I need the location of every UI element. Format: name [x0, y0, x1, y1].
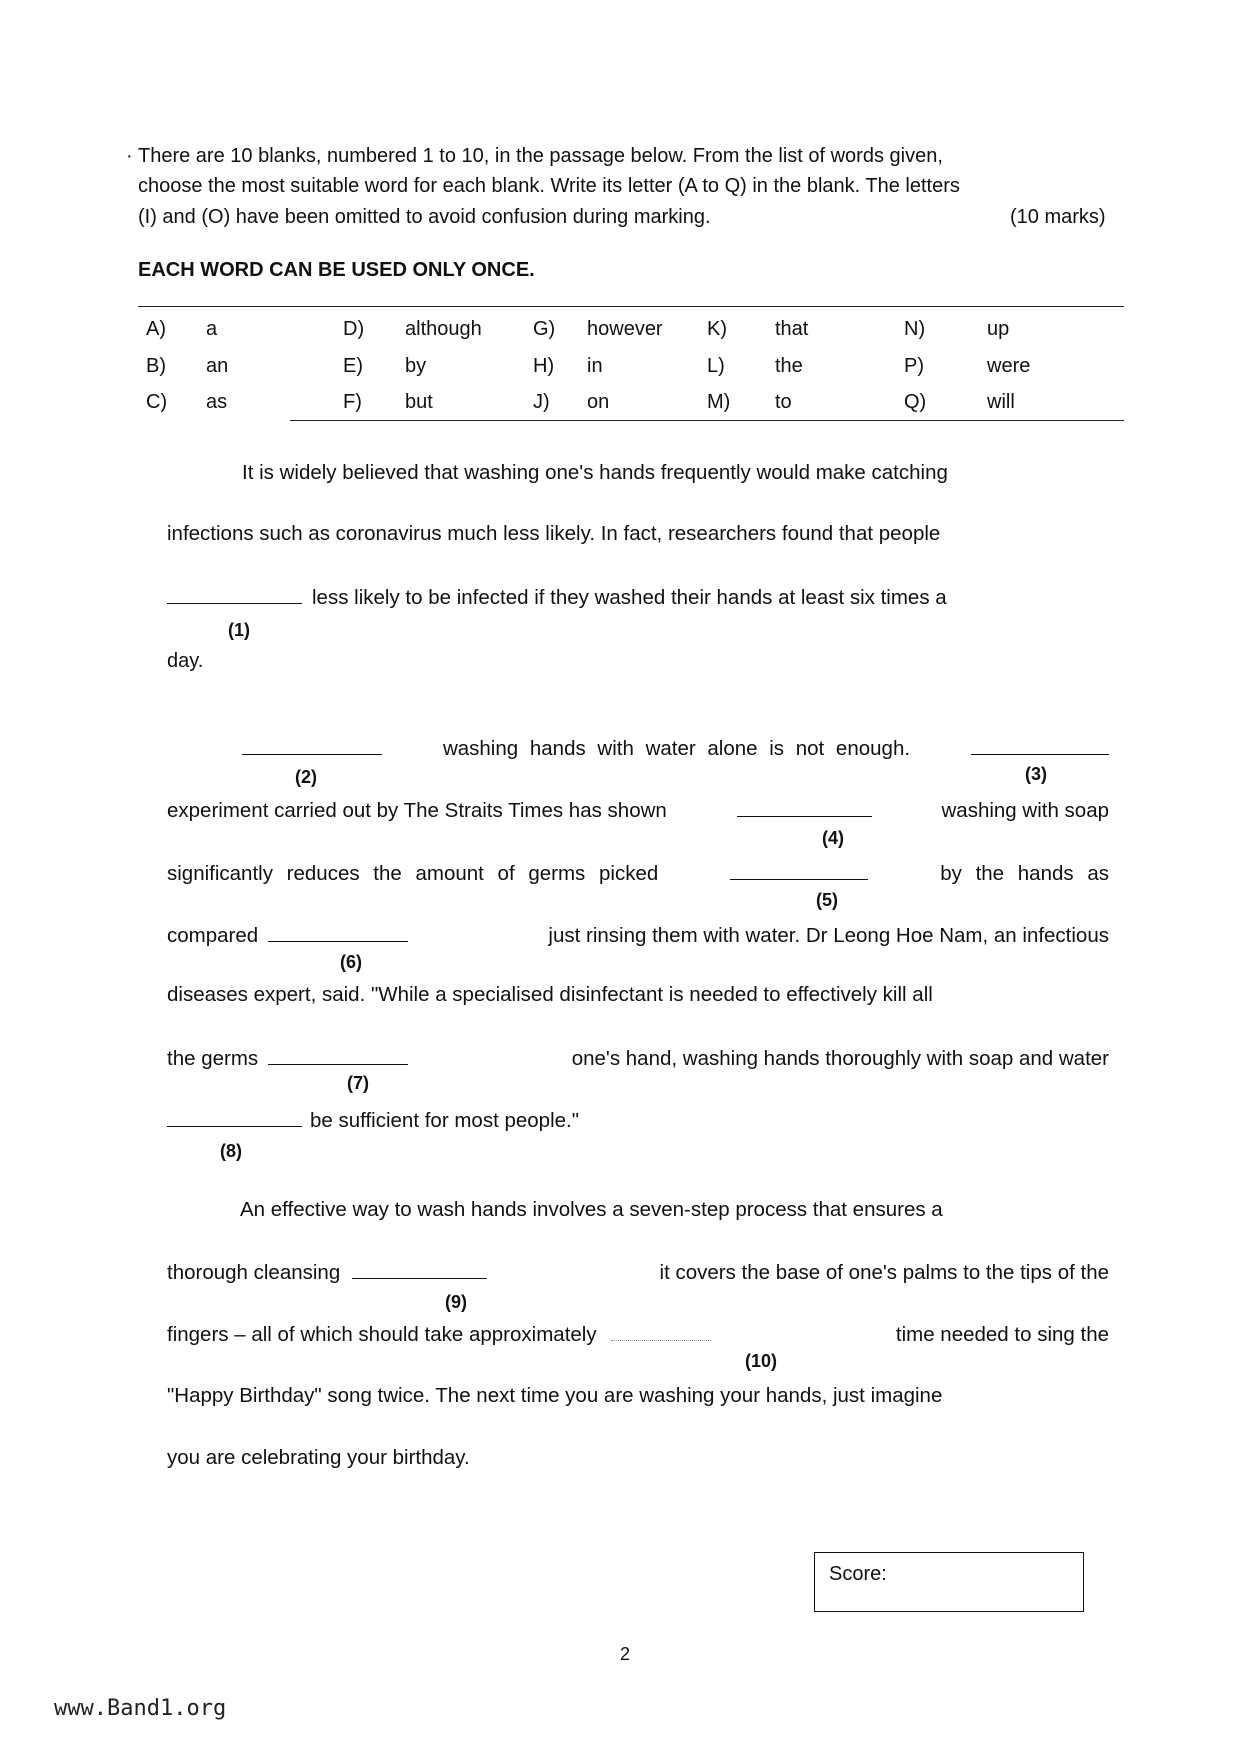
page-number: 2	[620, 1644, 631, 1664]
blank-2[interactable]	[242, 736, 382, 755]
passage-line	[167, 461, 1109, 485]
blank-8[interactable]	[167, 1108, 302, 1127]
word-option: will	[987, 391, 1015, 413]
watermark: www.Band1.org	[54, 1696, 227, 1721]
word-option: although	[405, 318, 482, 340]
passage-line	[167, 1322, 1109, 1347]
word-letter: A)	[146, 318, 166, 340]
passage-text: diseases expert, said. "While a specialised disinfectant is needed to effectively kill all	[167, 983, 933, 1006]
blank-number: (7)	[347, 1073, 369, 1093]
word-letter: M)	[707, 391, 731, 413]
word-letter: C)	[146, 391, 168, 413]
blank-1[interactable]	[167, 585, 302, 604]
passage-text: one's hand, washing hands thoroughly with soap and water	[571, 1047, 1109, 1070]
word-option: a	[206, 318, 218, 340]
passage-line	[167, 1384, 1109, 1408]
passage-text: compared	[167, 924, 259, 947]
word-letter: B)	[146, 355, 166, 377]
passage-text: the germs	[167, 1047, 259, 1070]
passage-line	[242, 736, 1109, 761]
passage-text: just rinsing them with water. Dr Leong Hoe Nam, an infectious	[548, 924, 1109, 947]
passage-text: it covers the base of one's palms to the tips of the	[659, 1261, 1109, 1284]
word-option: but	[405, 391, 433, 413]
passage-text: thorough cleansing	[167, 1261, 341, 1284]
passage-text: by the hands as	[940, 862, 1109, 885]
passage-text: "Happy Birthday" song twice. The next time you are washing your hands, just imagine	[167, 1384, 943, 1407]
blank-number: (5)	[816, 890, 838, 910]
blank-10[interactable]	[611, 1322, 711, 1341]
passage-text: An effective way to wash hands involves a seven-step process that ensures a	[240, 1198, 943, 1221]
passage-line	[167, 861, 1109, 886]
passage-line	[167, 798, 1109, 823]
word-letter: F)	[343, 391, 362, 413]
table-bottom-rule	[290, 420, 1124, 421]
blank-number: (8)	[220, 1141, 242, 1161]
passage-line	[167, 585, 1109, 610]
passage-text: day.	[167, 650, 204, 672]
blank-number: (4)	[822, 828, 844, 848]
passage-text: be sufficient for most people."	[310, 1109, 579, 1132]
passage-text: fingers – all of which should take approximately	[167, 1323, 597, 1346]
passage-text: time needed to sing the	[895, 1323, 1109, 1346]
word-option: by	[405, 355, 427, 377]
blank-number: (2)	[295, 767, 317, 787]
passage-line	[167, 1260, 1109, 1285]
word-option: however	[587, 318, 663, 340]
word-letter: K)	[707, 318, 727, 340]
blank-6[interactable]	[268, 923, 408, 942]
blank-7[interactable]	[268, 1046, 408, 1065]
word-letter: H)	[533, 355, 555, 377]
word-option: up	[987, 318, 1010, 340]
passage-text: significantly reduces the amount of germs picked	[167, 862, 659, 885]
score-box[interactable]	[814, 1552, 1084, 1612]
word-option: in	[587, 355, 603, 377]
passage-text: washing hands with water alone is not enough.	[442, 737, 911, 760]
passage-text: washing with soap	[941, 799, 1109, 822]
blank-3[interactable]	[971, 736, 1109, 755]
passage-text: It is widely believed that washing one's hands frequently would make catching	[242, 461, 948, 484]
word-option: to	[775, 391, 792, 413]
word-letter: G)	[533, 318, 556, 340]
bullet-dot: ·	[126, 145, 133, 167]
table-top-rule	[138, 306, 1124, 307]
blank-number: (10)	[745, 1351, 778, 1371]
word-letter: E)	[343, 355, 363, 377]
passage-line	[167, 522, 1109, 546]
blank-9[interactable]	[352, 1260, 487, 1279]
blank-5[interactable]	[730, 861, 868, 880]
passage-line	[167, 1108, 1109, 1133]
passage-line	[240, 1198, 1109, 1222]
blank-number: (9)	[445, 1292, 467, 1312]
passage-text: infections such as coronavirus much less likely. In fact, researchers found that people	[167, 522, 941, 545]
word-letter: J)	[533, 391, 550, 413]
score-label: Score:	[829, 1563, 887, 1585]
passage-text: less likely to be infected if they washed their hands at least six times a	[312, 586, 947, 609]
blank-number: (1)	[228, 620, 250, 640]
word-option: that	[775, 318, 809, 340]
blank-number: (3)	[1025, 764, 1047, 784]
passage-text: you are celebrating your birthday.	[167, 1446, 470, 1469]
passage-text: experiment carried out by The Straits Times has shown	[167, 799, 667, 822]
passage-line	[167, 983, 1109, 1007]
word-letter: N)	[904, 318, 926, 340]
word-option: on	[587, 391, 610, 413]
blank-4[interactable]	[737, 798, 872, 817]
word-letter: P)	[904, 355, 924, 377]
passage-line	[167, 1046, 1109, 1071]
word-option: were	[987, 355, 1031, 377]
instruction-heading: EACH WORD CAN BE USED ONLY ONCE.	[138, 259, 535, 281]
word-option: as	[206, 391, 228, 413]
marks-label: (10 marks)	[1010, 206, 1106, 228]
instruction-line-3: (I) and (O) have been omitted to avoid confusion during marking.	[138, 206, 711, 228]
passage-line	[167, 923, 1109, 948]
blank-number: (6)	[340, 952, 362, 972]
word-option: an	[206, 355, 229, 377]
instruction-line-1	[138, 145, 1124, 168]
instruction-line-2: choose the most suitable word for each blank. Write its letter (A to Q) in the blank. The letters	[138, 175, 960, 197]
word-option: the	[775, 355, 803, 377]
word-letter: D)	[343, 318, 365, 340]
instruction-text: There are 10 blanks, numbered 1 to 10, in the passage below. From the list of words given,	[138, 145, 943, 167]
word-letter: L)	[707, 355, 725, 377]
word-letter: Q)	[904, 391, 927, 413]
